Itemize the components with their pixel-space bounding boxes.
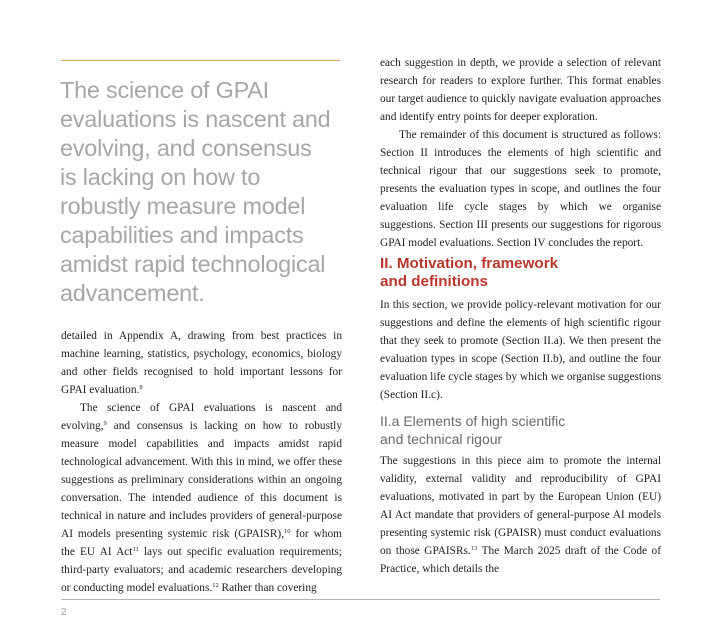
body-paragraph: each suggestion in depth, we provide a selection of relevant research for readers to explore further. This format enables our target audience to quickly navigate evaluation approaches and identify entry points for deeper exploration.: [380, 57, 661, 123]
footnote-ref[interactable]: 13: [470, 545, 478, 552]
section-heading-line: II. Motivation, framework: [380, 255, 559, 272]
paragraph-text: for whom the EU AI Act: [61, 528, 342, 558]
pull-quote-line: capabilities and impacts: [60, 222, 304, 248]
paragraph-text: lays out specific evaluation requirements; third-party evaluators; and academic researchers developing or conducting model evaluations.: [61, 546, 342, 594]
pull-quote-line: is lacking on how to: [60, 164, 261, 190]
body-paragraph: [61, 327, 342, 399]
body-paragraph: [380, 452, 661, 578]
subsection-heading: [380, 412, 670, 448]
pull-quote-line: The science of GPAI: [60, 77, 269, 103]
footnote-ref[interactable]: 12: [212, 582, 219, 589]
paragraph-text: detailed in Appendix A, drawing from best practices in machine learning, statistics, psychology, economics, biology and other fields recognised to hold important lessons for GPAI evaluation.: [61, 330, 342, 396]
footnote-ref[interactable]: 9: [103, 420, 107, 427]
top-accent-rule: [61, 60, 340, 61]
pull-quote: [60, 76, 350, 308]
pull-quote-line: amidst rapid technological: [60, 251, 326, 277]
footnote-ref[interactable]: 10: [284, 528, 291, 535]
pull-quote-line: robustly measure model: [60, 193, 306, 219]
page-number: 2: [61, 607, 67, 618]
paragraph-text: Rather than covering: [218, 582, 317, 594]
pull-quote-line: advancement.: [60, 280, 205, 306]
footnote-ref[interactable]: 8: [139, 384, 143, 391]
body-paragraph: In this section, we provide policy-relevant motivation for our suggestions and define the elements of high scientific rigour that they seek to promote (Section II.a). We then present the evaluation types in scope (Section II.b), and outline the four evaluation life cycle stages by which we organise suggestions (Section II.c).: [380, 299, 661, 401]
paragraph-text: and consensus is lacking on how to robustly measure model capabilities and impacts amidst rapid technological advancement. With this in mind, we offer these suggestions as preliminary considerations within an ongoing conversation. The intended audience of this document is technical in nature and includes providers of general-purpose AI models presenting systemic risk (GPAISR),: [61, 420, 342, 540]
left-body-column: [61, 327, 342, 597]
right-body-column: [380, 54, 661, 252]
section-heading-line: and definitions: [380, 273, 488, 290]
paragraph-text: The March 2025 draft of the Code of Practice, which details the: [380, 545, 662, 575]
footer-rule: [61, 599, 660, 600]
pull-quote-line: evaluations is nascent and: [60, 106, 331, 132]
paragraph-text: The suggestions in this piece aim to promote the internal validity, external validity and reproducibility of GPAI evaluations, motivated in part by the European Union (EU) AI Act mandate that providers of general-purpose AI models presenting systemic risk (GPAISR) must conduct evaluations on those GPAISRs.: [380, 455, 661, 557]
section-body: [380, 296, 661, 404]
section-heading: [380, 255, 670, 291]
paragraph-text: The science of GPAI evaluations is nascent and evolving,: [61, 402, 342, 432]
pull-quote-line: evolving, and consensus: [60, 135, 312, 161]
footnote-ref[interactable]: 11: [132, 546, 139, 553]
body-paragraph: The remainder of this document is structured as follows: Section II introduces the elements of high scientific and technical rigour that our suggestions seek to promote, presents the evaluation types in scope, and outlines the four evaluation life cycle stages by which we organise suggestions. Section III presents our suggestions for rigorous GPAI model evaluations. Section IV concludes the report.: [380, 129, 661, 249]
subsection-heading-line: and technical rigour: [380, 431, 503, 447]
subsection-heading-line: II.a Elements of high scientific: [380, 413, 566, 429]
subsection-body: [380, 452, 661, 578]
body-paragraph: [61, 399, 342, 597]
